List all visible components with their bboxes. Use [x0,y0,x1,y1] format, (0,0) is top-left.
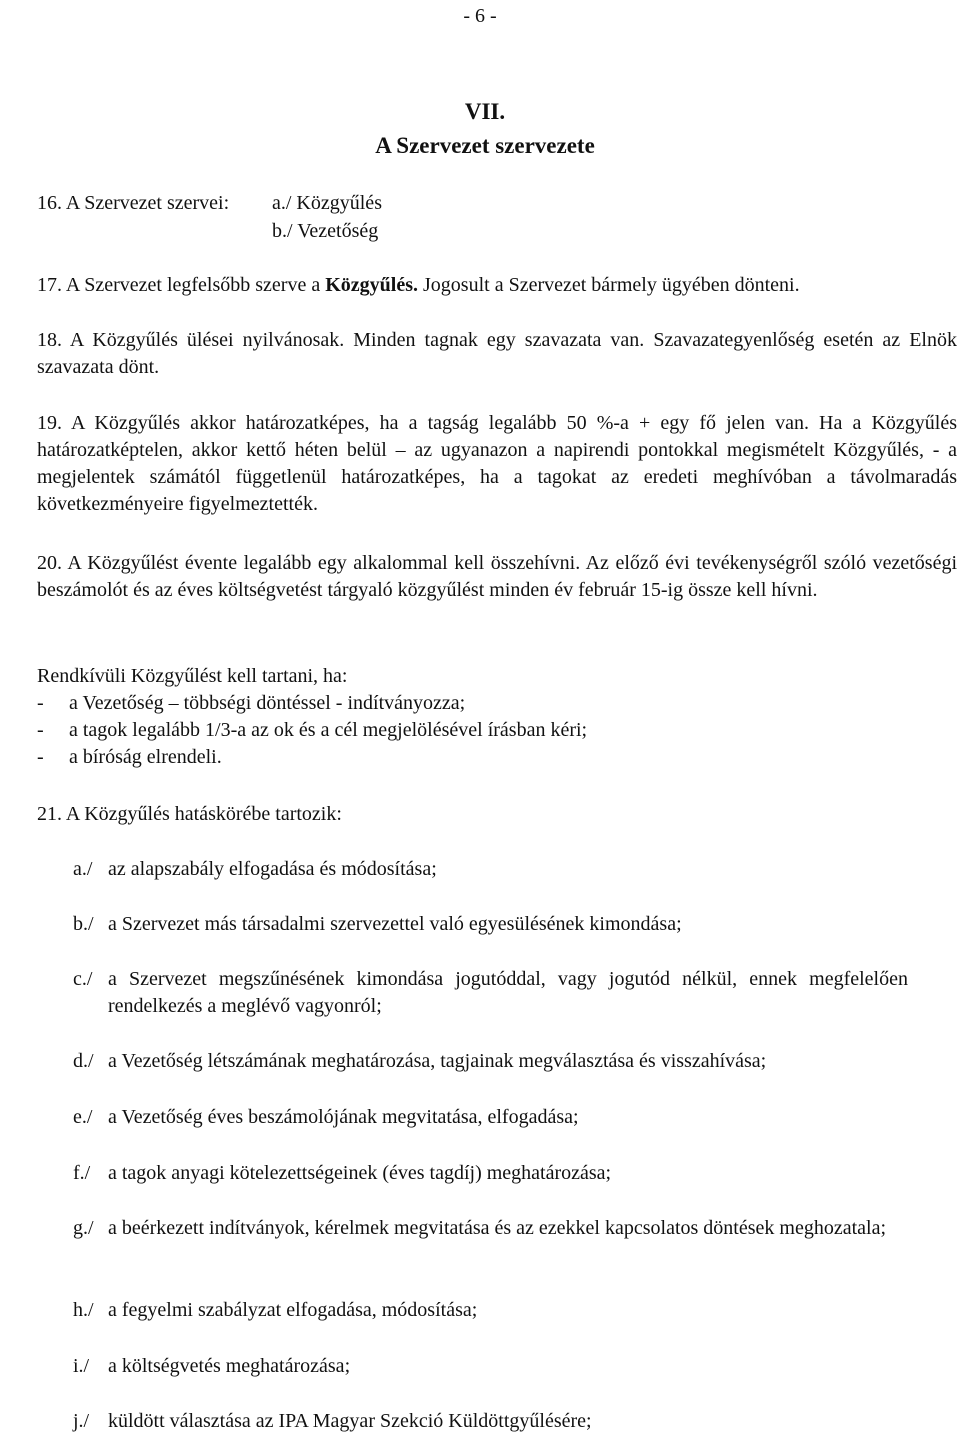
extraordinary-condition [37,717,587,744]
condition-text: a tagok legalább 1/3-a az ok és a cél megjelölésével írásban kéri; [69,719,588,741]
section-19: 19. A Közgyűlés akkor határozatképes, ha a tagság legalább 50 %-a + egy fő jelen van. Ha a Közgyűlés határozatképtelen, akkor kettő héten belül – az ugyanazon a napirendi pontokkal megismételt Közgyűlés, - a megjelentek számától függetlenül határozatképes, ha a tagokat az eredeti meghívóban a távolmaradás következményeire figyelmeztették. [37,412,957,515]
section-21-title: 21. A Közgyűlés hatáskörébe tartozik: [37,803,342,825]
item-text: a tagok anyagi kötelezettségeinek (éves tagdíj) meghatározása; [108,1162,612,1184]
section-17-text-after: Jogosult a Szervezet bármely ügyében dönteni. [418,274,800,296]
organ-general-assembly: a./ Közgyűlés [272,192,382,214]
item-text: a Szervezet más társadalmi szervezettel való egyesülésének kimondása; [108,913,682,935]
item-label: e./ [73,1106,93,1128]
chapter-number: VII. [464,99,506,124]
item-text: az alapszabály elfogadása és módosítása; [108,858,437,880]
condition-text: a bíróság elrendeli. [69,746,222,768]
item-label: j./ [73,1410,90,1432]
item-label: h./ [73,1299,94,1321]
item-label: a./ [73,858,93,880]
section-17 [37,272,800,299]
dash-marker: - [37,692,44,714]
item-label: i./ [73,1355,90,1377]
item-text: a fegyelmi szabályzat elfogadása, módosítása; [108,1299,478,1321]
item-text: a költségvetés meghatározása; [108,1355,351,1377]
item-text: a Vezetőség éves beszámolójának megvitatása, elfogadása; [108,1106,579,1128]
extraordinary-assembly-intro: Rendkívüli Közgyűlést kell tartani, ha: [37,665,348,687]
item-text: a Szervezet megszűnésének kimondása jogutóddal, vagy jogutód nélkül, ennek megfelelően rendelkezés a meglévő vagyonról; [108,968,908,1017]
section-16-label: 16. A Szervezet szervei: [37,192,230,214]
item-label: b./ [73,913,94,935]
page-number: - 6 - [463,5,497,27]
section-20: 20. A Közgyűlést évente legalább egy alkalommal kell összehívni. Az előző évi tevékenységről szóló vezetőségi beszámolót és az éves költségvetést tárgyaló közgyűlést minden év február 15-ig össze kell hívni. [37,552,957,601]
item-label: f./ [73,1162,91,1184]
item-label: c./ [73,968,93,990]
item-text: a Vezetőség létszámának meghatározása, tagjainak megválasztása és visszahívása; [108,1050,767,1072]
chapter-title: A Szervezet szervezete [375,133,595,158]
item-text: küldött választása az IPA Magyar Szekció Küldöttgyűlésére; [108,1410,592,1432]
extraordinary-condition [37,690,465,717]
dash-marker: - [37,719,44,741]
section-17-bold: Közgyűlés. [325,274,419,296]
extraordinary-condition [37,744,222,771]
item-label: g./ [73,1217,94,1239]
section-17-text-before: 17. A Szervezet legfelsőbb szerve a [37,274,326,296]
organ-board: b./ Vezetőség [272,220,379,242]
item-label: d./ [73,1050,94,1072]
dash-marker: - [37,746,44,768]
item-text: a beérkezett indítványok, kérelmek megvitatása és az ezekkel kapcsolatos döntések meghozatala; [108,1217,886,1239]
condition-text: a Vezetőség – többségi döntéssel - indítványozza; [69,692,466,714]
section-18: 18. A Közgyűlés ülései nyilvánosak. Minden tagnak egy szavazata van. Szavazategyenlőség esetén az Elnök szavazata dönt. [37,329,957,378]
